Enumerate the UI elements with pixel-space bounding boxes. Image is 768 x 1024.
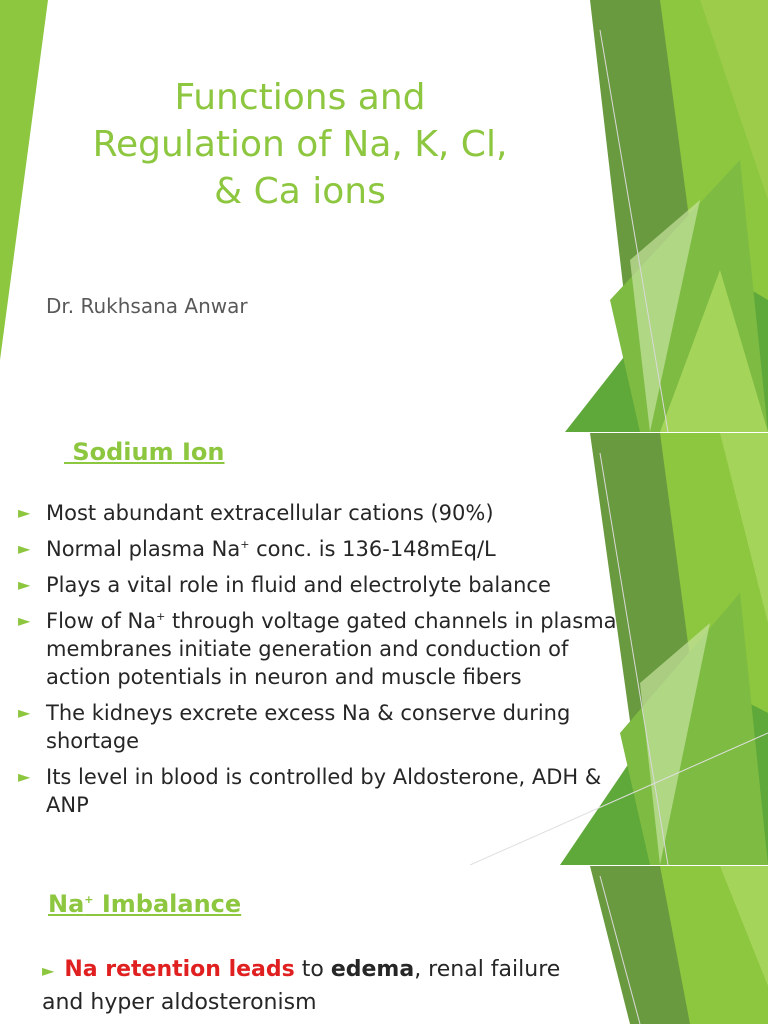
bold-text: edema [330,957,415,982]
slide-title [60,74,540,215]
bullet-text: Most abundant extracellular cations (90%) [46,501,494,525]
title-line-3: & Ca ions [214,171,386,212]
title-slide [0,0,768,432]
sodium-ion-slide [0,433,768,865]
superscript: + [156,610,166,623]
highlight-text: Na retention leads [64,957,295,982]
bullet-text: Plays a vital role in fluid and electrolyte balance [46,573,551,597]
bullet-list [18,499,618,827]
bullet-arrow-icon: ► [18,611,31,630]
section-heading: Sodium Ion [64,438,225,466]
list-item [18,607,618,691]
list-item [18,699,618,755]
bullet-text-post: conc. is 136-148mEq/L [249,537,496,561]
list-item [18,499,618,527]
bullet-arrow-icon: ► [18,767,31,786]
heading-pre: Na [48,890,85,918]
bullet-text-pre: Normal plasma Na [46,537,241,561]
slide1-decoration [0,0,768,432]
list-item [18,763,618,819]
superscript: + [240,538,250,551]
bullet-text-post: , renal failure and hyper aldosteronism [42,957,561,1015]
bullet-arrow-icon: ► [18,575,31,594]
author-name: Dr. Rukhsana Anwar [46,294,248,318]
section-heading [48,890,241,918]
bullet-arrow-icon: ► [18,539,31,558]
title-line-2: Regulation of Na, K, Cl, [92,124,508,165]
bullet-text-post: through voltage gated channels in plasma membranes initiate generation and conduction of action potentials in neuron and muscle fibers [46,609,617,689]
list-item [42,954,562,1019]
na-imbalance-slide [0,866,768,1024]
bullet-text-pre: Flow of Na [46,609,157,633]
bullet-text: The kidneys excrete excess Na & conserve during shortage [46,701,571,753]
superscript: + [84,893,94,906]
bullet-text-mid: to [294,957,331,982]
bullet-arrow-icon: ► [18,703,31,722]
list-item [18,571,618,599]
title-line-1: Functions and [174,77,426,118]
bullet-arrow-icon: ► [42,961,55,980]
list-item [18,535,618,563]
bullet-text: Its level in blood is controlled by Aldosterone, ADH & ANP [46,765,602,817]
bullet-arrow-icon: ► [18,503,31,522]
heading-post: Imbalance [93,890,242,918]
